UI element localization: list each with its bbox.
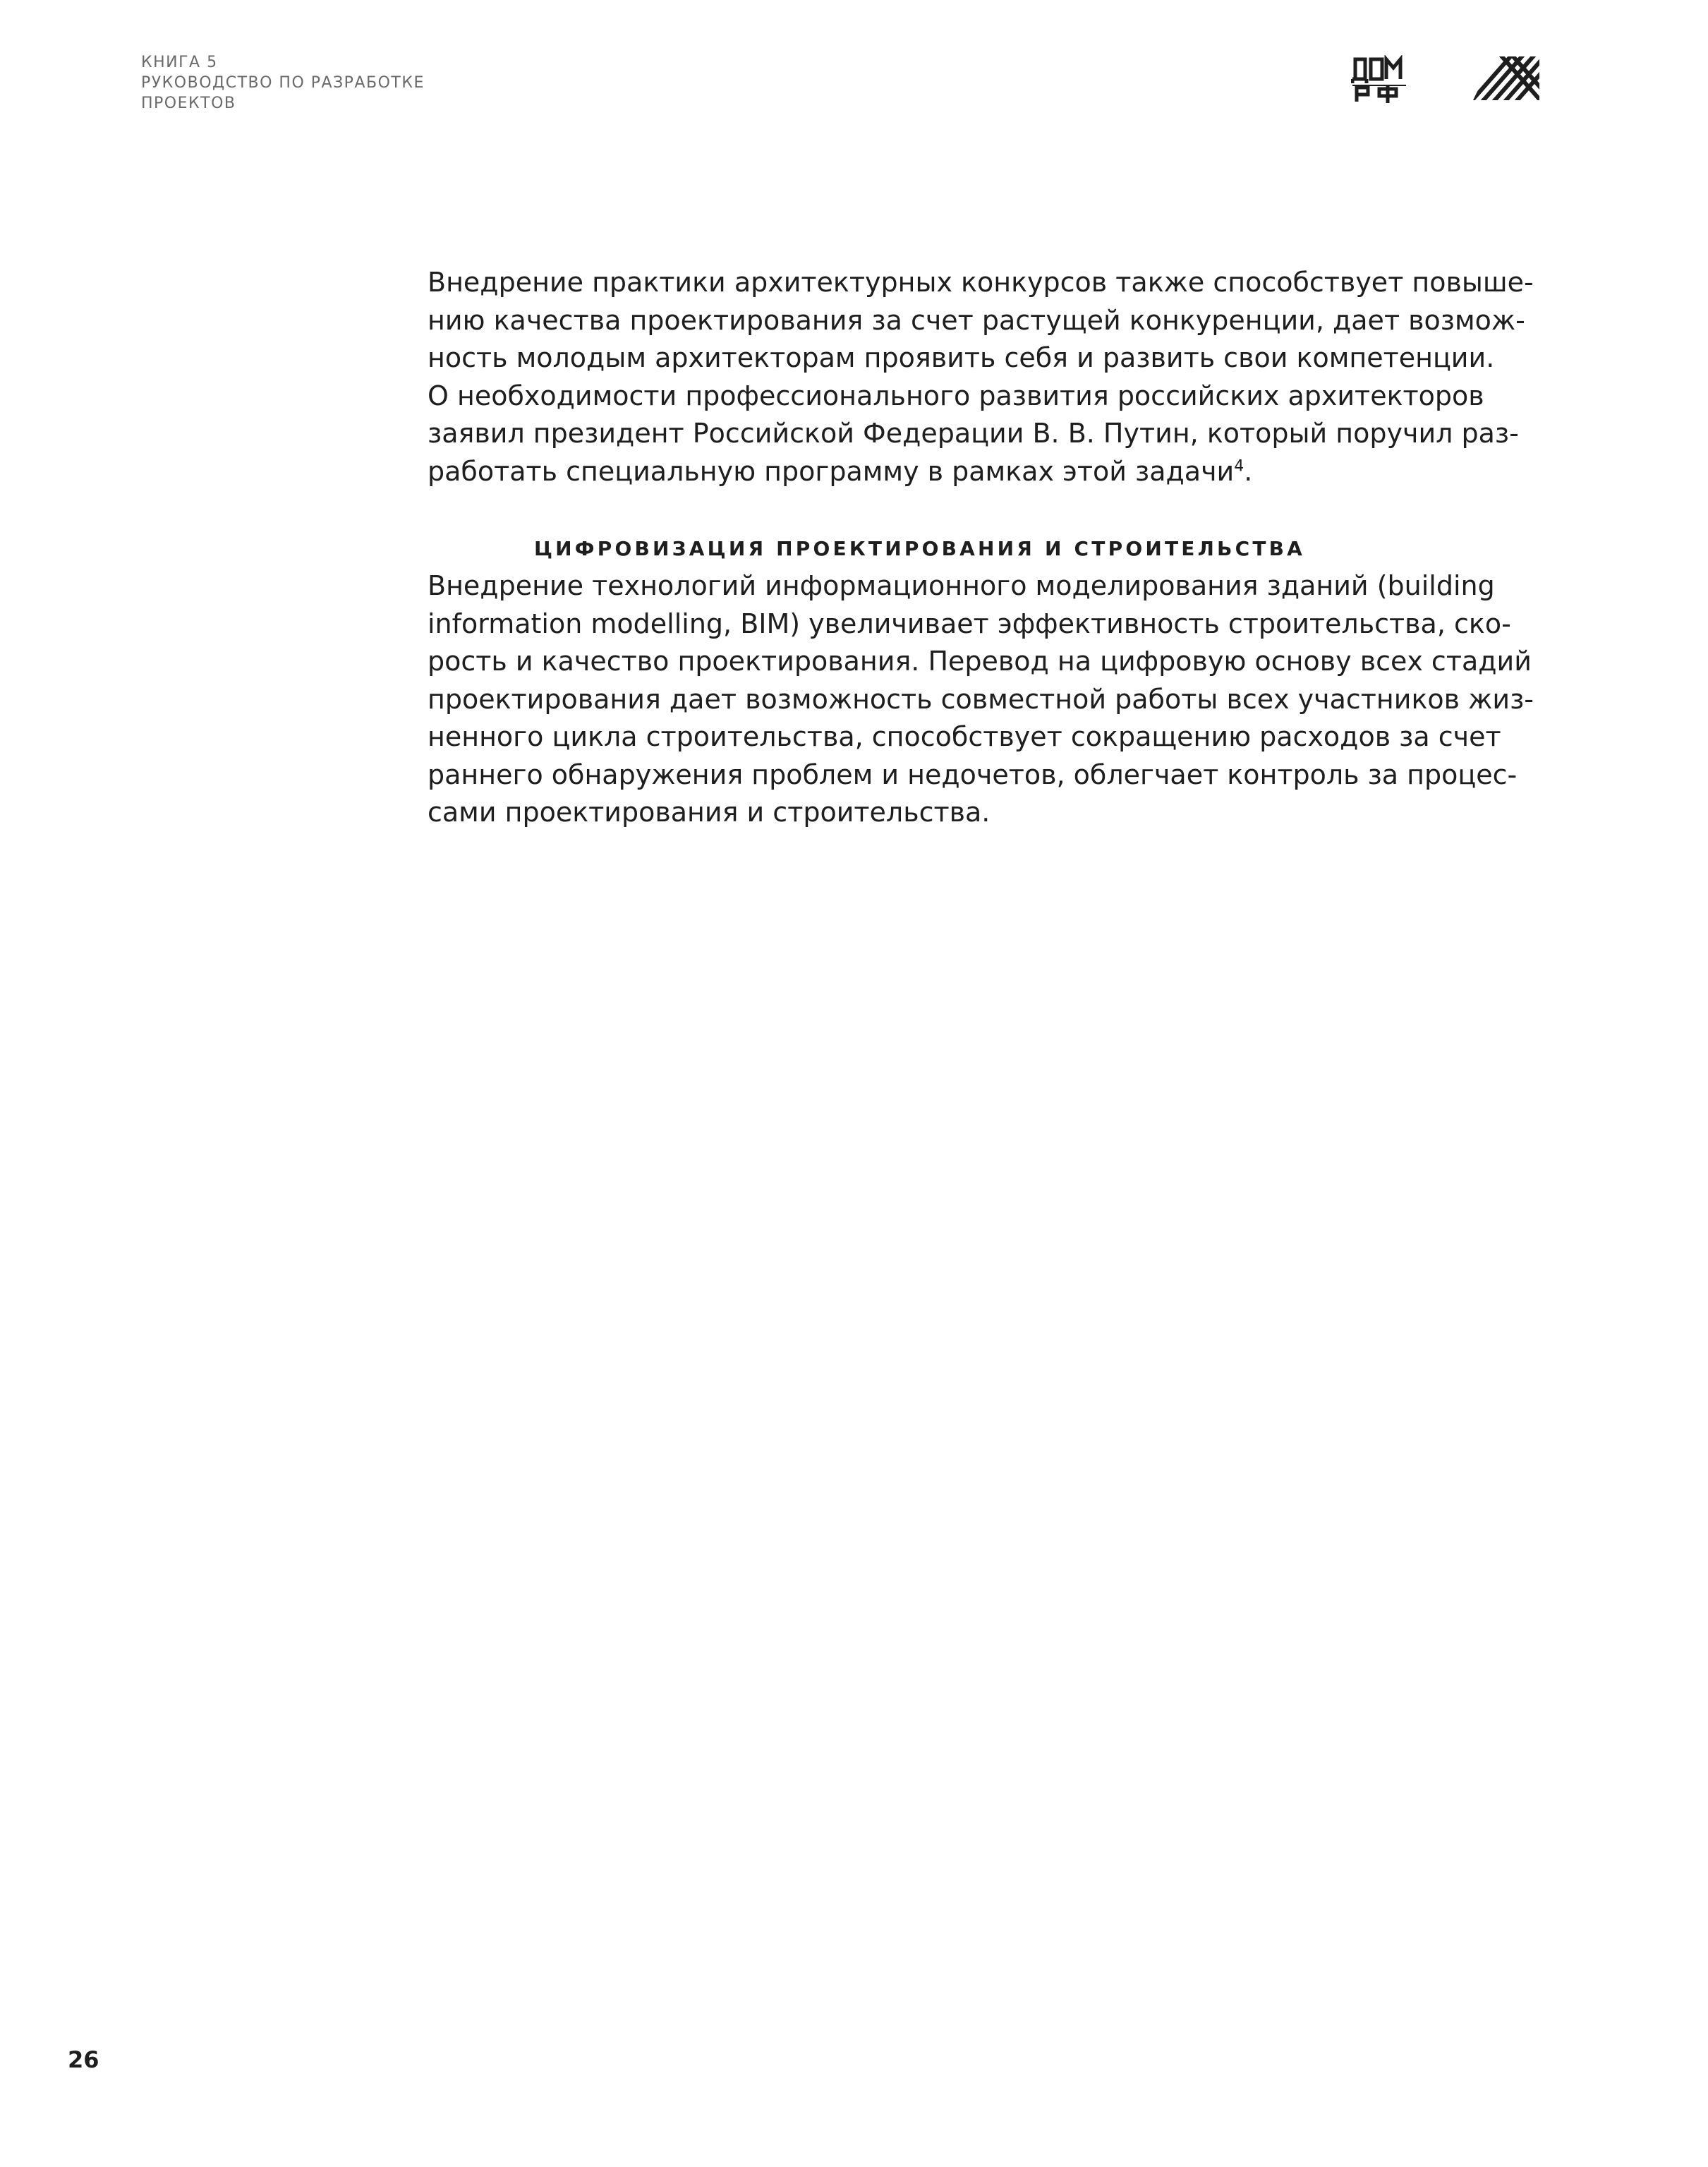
text-line: сами проектирования и строительства. [428,797,991,828]
running-head [141,52,425,114]
paragraph-architectural-competitions [428,264,1556,490]
running-head-line: КНИГА 5 [141,54,218,71]
text-line: рость и качество проектирования. Перевод на цифровую основу всех стадий [428,646,1532,677]
text-line-content: работать специальную программу в рамках этой задачи [428,455,1235,487]
paragraph-digitalization [428,567,1556,832]
text-line: ность молодым архитекторам проявить себя и развить свои компетенции. [428,342,1495,373]
text-line: проектирования дает возможность совместной работы всех участников жиз- [428,683,1534,715]
text-line: О необходимости профессионального развития российских архитекторов [428,380,1484,411]
running-head-line: РУКОВОДСТВО ПО РАЗРАБОТКЕ [141,74,425,92]
text-line: Внедрение практики архитектурных конкурсов также способствует повыше- [428,267,1534,298]
pattern-logo-icon [1473,56,1539,100]
text-line: ненного цикла строительства, способствует сокращению расходов за счет [428,721,1501,752]
text-line: нию качества проектирования за счет растущей конкуренции, дает возмож- [428,304,1525,336]
running-head-line: ПРОЕКТОВ [141,95,236,112]
text-line: раннего обнаружения проблем и недочетов, облегчает контроль за процес- [428,759,1518,790]
dom-rf-logo [1351,55,1407,103]
footnote-reference[interactable]: 4 [1234,457,1244,475]
page-number: 26 [68,2046,99,2073]
text-line: заявил президент Российской Федерации В. В. Путин, который поручил раз- [428,418,1519,449]
text-line: Внедрение технологий информационного моделирования зданий (building [428,570,1495,601]
text-line-tail: . [1244,455,1253,487]
text-line: information modelling, BIM) увеличивает эффективность строительства, ско- [428,608,1511,639]
section-heading: ЦИФРОВИЗАЦИЯ ПРОЕКТИРОВАНИЯ И СТРОИТЕЛЬСТВА [534,537,1306,560]
text-line [428,453,1556,491]
